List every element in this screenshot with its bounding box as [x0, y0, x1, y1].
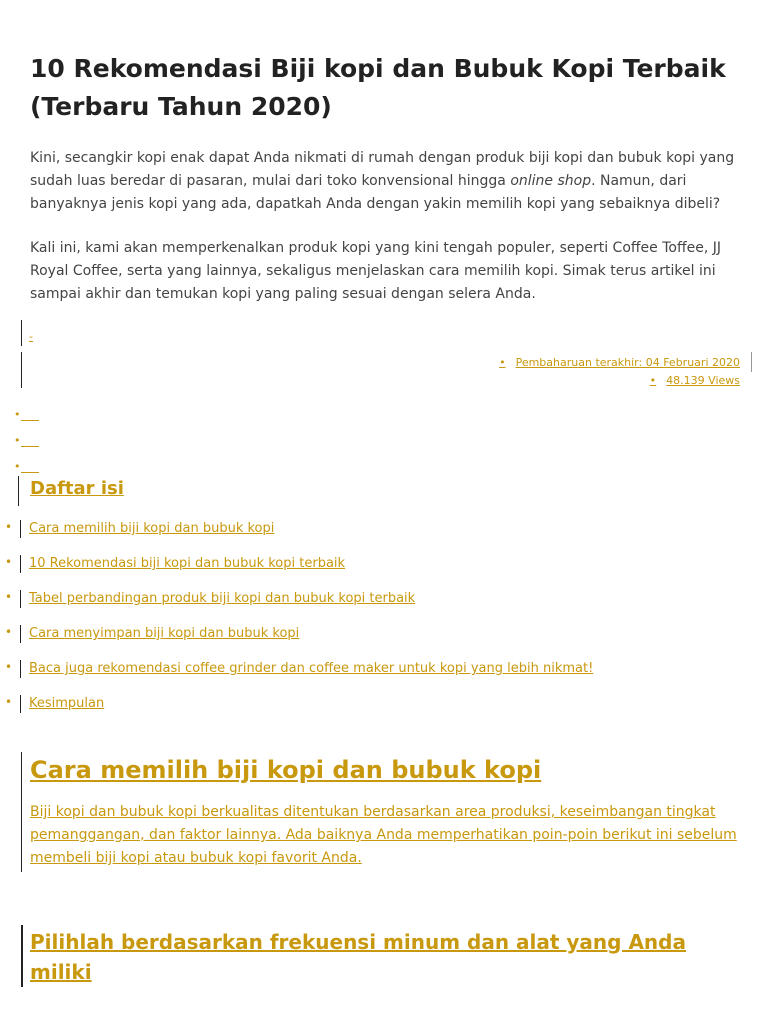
- intro-1-text: Kini, secangkir kopi enak dapat Anda nikmati di rumah dengan produk biji kopi dan bubuk kopi yang sudah luas beredar di pasaran, mulai dari toko konvensional hingga: [30, 150, 735, 189]
- toc-link[interactable]: 10 Rekomendasi biji kopi dan bubuk kopi terbaik: [29, 556, 346, 571]
- toc-link[interactable]: Tabel perbandingan produk biji kopi dan bubuk kopi terbaik: [29, 591, 416, 606]
- divider: [21, 752, 22, 872]
- last-updated: • Pembaharuan terakhir: 04 Februari 2020: [499, 356, 740, 369]
- divider: [751, 352, 752, 372]
- article-title: 10 Rekomendasi Biji kopi dan Bubuk Kopi Terbaik (Terbaru Tahun 2020): [30, 54, 726, 121]
- view-count: • 48.139 Views: [649, 374, 740, 387]
- share-link[interactable]: •: [14, 408, 39, 421]
- intro-paragraph-1: [30, 147, 745, 216]
- section-intro[interactable]: Biji kopi dan bubuk kopi berkualitas ditentukan berdasarkan area produksi, keseimbangan tingkat pemanggangan, dan faktor lainnya. Ada baiknya Anda memperhatikan poin-poin berikut ini sebelum membeli biji kopi atau bubuk kopi favorit Anda.: [30, 804, 737, 866]
- toc-link[interactable]: Baca juga rekomendasi coffee grinder dan coffee maker untuk kopi yang lebih nikmat!: [29, 661, 594, 676]
- divider: [18, 476, 19, 506]
- divider: [21, 925, 23, 987]
- toc-title: Daftar isi: [30, 478, 124, 499]
- intro-1-emphasis: online shop: [510, 173, 592, 189]
- divider: [21, 352, 22, 388]
- divider: [21, 320, 22, 346]
- share-link[interactable]: •: [14, 460, 39, 473]
- toc-link[interactable]: Kesimpulan: [29, 696, 105, 711]
- toc-link[interactable]: Cara memilih biji kopi dan bubuk kopi: [29, 521, 275, 536]
- sub-heading[interactable]: Pilihlah berdasarkan frekuensi minum dan alat yang Anda miliki: [30, 930, 686, 984]
- section-heading[interactable]: Cara memilih biji kopi dan bubuk kopi: [30, 756, 542, 784]
- intro-paragraph-2: Kali ini, kami akan memperkenalkan produk kopi yang kini tengah populer, seperti Coffee Toffee, JJ Royal Coffee, serta yang lainnya, sekaligus menjelaskan cara memilih kopi. Simak terus artikel ini sampai akhir dan temukan kopi yang paling sesuai dengan selera Anda.: [30, 240, 721, 302]
- toc-link[interactable]: Cara menyimpan biji kopi dan bubuk kopi: [29, 626, 300, 641]
- intro-1-text-end: . Namun, dari banyaknya jenis kopi yang ada, dapatkah Anda dengan yakin memilih kopi yang sebaiknya dibeli?: [30, 173, 721, 212]
- share-link[interactable]: •: [14, 434, 39, 447]
- empty-link[interactable]: -: [29, 330, 33, 343]
